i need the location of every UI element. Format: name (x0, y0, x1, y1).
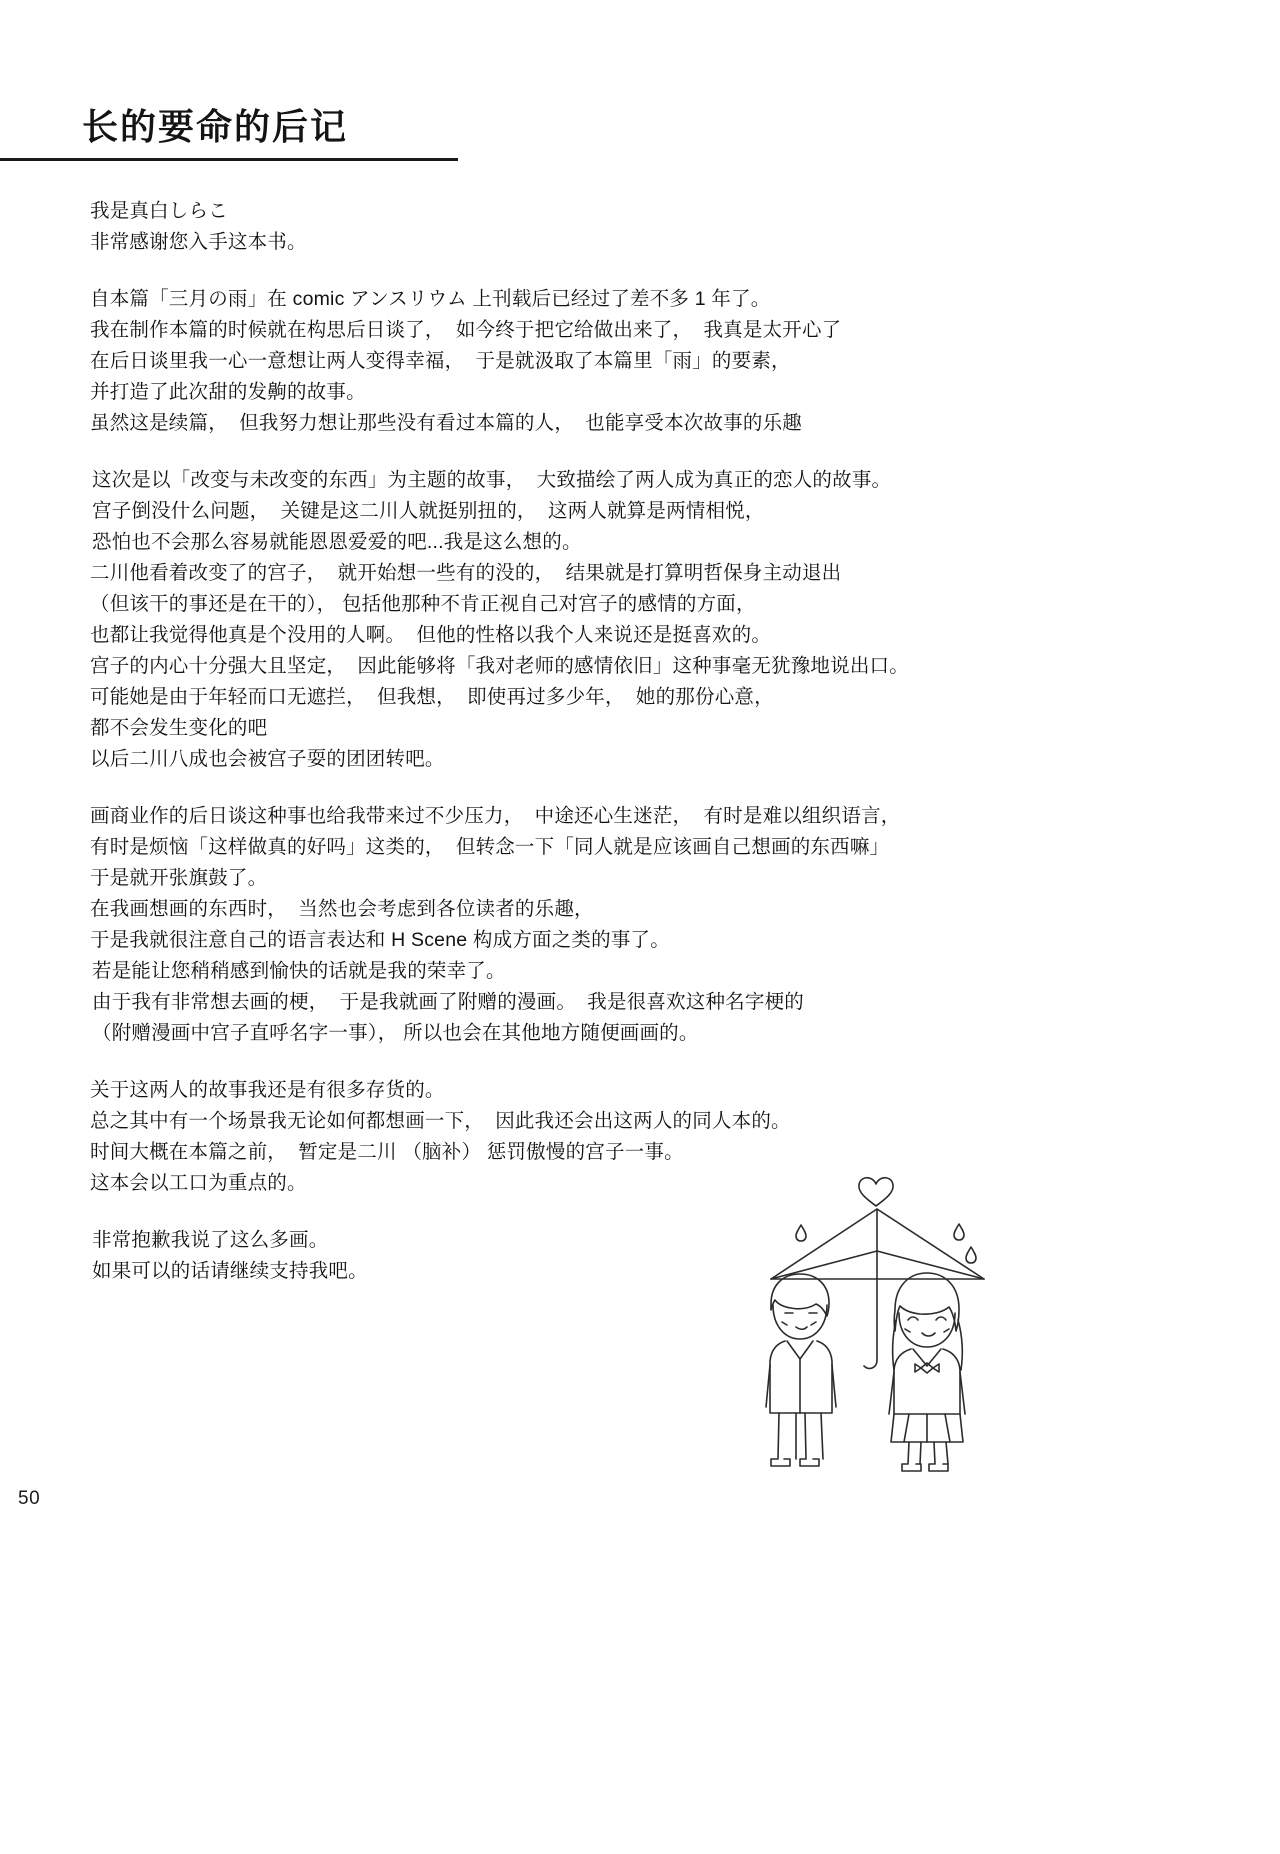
text-line: 并打造了此次甜的发齁的故事。 (90, 381, 366, 403)
paragraph-process (82, 801, 1092, 1049)
text-line: （但该干的事还是在干的）， 包括他那种不肯正视自己对宫子的感情的方面， (90, 593, 756, 615)
text-line: 这本会以工口为重点的。 (90, 1172, 307, 1194)
text-line: 也都让我觉得他真是个没用的人啊。 但他的性格以我个人来说还是挺喜欢的。 (90, 624, 772, 646)
page-number: 50 (18, 1488, 41, 1509)
title-underline-rule (0, 158, 458, 161)
text-line: 虽然这是续篇， 但我努力想让那些没有看过本篇的人， 也能享受本次故事的乐趣 (90, 412, 802, 434)
heart-icon (859, 1178, 893, 1206)
text-line: 在我画想画的东西时， 当然也会考虑到各位读者的乐趣， (90, 898, 594, 920)
text-line: 二川他看着改变了的宫子， 就开始想一些有的没的， 结果就是打算明哲保身主动退出 (90, 562, 842, 584)
text-line: 于是我就很注意自己的语言表达和 H Scene 构成方面之类的事了。 (90, 929, 670, 951)
raindrop-icon (954, 1224, 964, 1240)
paragraph-theme (82, 465, 1092, 775)
text-line: 宫子的内心十分强大且坚定， 因此能够将「我对老师的感情依旧」这种事毫无犹豫地说出口。 (90, 655, 909, 677)
text-line: （附赠漫画中宫子直呼名字一事）， 所以也会在其他地方随便画画的。 (92, 1022, 699, 1044)
afterword-body (82, 196, 1092, 1287)
paragraph-origin (82, 284, 1092, 439)
text-line: 非常抱歉我说了这么多画。 (92, 1229, 329, 1251)
text-line: 画商业作的后日谈这种事也给我带来过不少压力， 中途还心生迷茫， 有时是难以组织语言， (90, 805, 901, 827)
page-title: 长的要命的后记 (82, 106, 349, 147)
text-line: 于是就开张旗鼓了。 (90, 867, 268, 889)
text-line: 总之其中有一个场景我无论如何都想画一下， 因此我还会出这两人的同人本的。 (90, 1110, 791, 1132)
page-title-block (0, 104, 520, 161)
raindrop-icon (966, 1247, 976, 1263)
text-line: 恐怕也不会那么容易就能恩恩爱爱的吧...我是这么想的。 (92, 531, 582, 553)
text-line: 时间大概在本篇之前， 暂定是二川 （脑补） 惩罚傲慢的宫子一事。 (90, 1141, 684, 1163)
boy-chibi-figure (766, 1274, 836, 1466)
raindrop-icon (796, 1225, 806, 1241)
text-line: 自本篇「三月の雨」在 comic アンスリウム 上刊载后已经过了差不多 1 年了。 (90, 288, 771, 310)
text-line: 我是真白しらこ (90, 200, 228, 222)
text-line: 可能她是由于年轻而口无遮拦， 但我想， 即使再过多少年， 她的那份心意， (90, 686, 774, 708)
text-line: 以后二川八成也会被宫子耍的团团转吧。 (90, 748, 445, 770)
paragraph-intro (82, 196, 1092, 258)
text-line: 若是能让您稍稍感到愉快的话就是我的荣幸了。 (92, 960, 506, 982)
text-line: 都不会发生变化的吧 (90, 717, 268, 739)
girl-chibi-figure (889, 1273, 965, 1471)
text-line: 有时是烦恼「这样做真的好吗」这类的， 但转念一下「同人就是应该画自己想画的东西嘛」 (90, 836, 890, 858)
text-line: 我在制作本篇的时候就在构思后日谈了， 如今终于把它给做出来了， 我真是太开心了 (90, 319, 842, 341)
text-line: 在后日谈里我一心一意想让两人变得幸福， 于是就汲取了本篇里「雨」的要素， (90, 350, 791, 372)
text-line: 由于我有非常想去画的梗， 于是我就画了附赠的漫画。 我是很喜欢这种名字梗的 (92, 991, 804, 1013)
text-line: 非常感谢您入手这本书。 (90, 231, 307, 253)
text-line: 如果可以的话请继续支持我吧。 (92, 1260, 368, 1282)
text-line: 这次是以「改变与未改变的东西」为主题的故事， 大致描绘了两人成为真正的恋人的故事。 (92, 469, 892, 491)
umbrella-couple-illustration (735, 1155, 1025, 1500)
text-line: 关于这两人的故事我还是有很多存货的。 (90, 1079, 445, 1101)
text-line: 宫子倒没什么问题， 关键是这二川人就挺别扭的， 这两人就算是两情相悦， (92, 500, 765, 522)
umbrella-icon (771, 1209, 984, 1368)
